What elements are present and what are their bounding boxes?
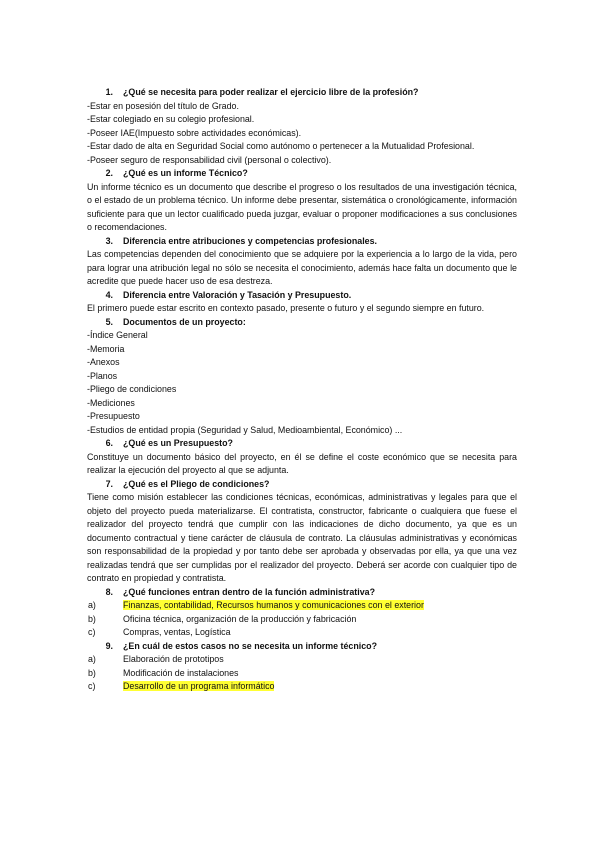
question-5 bbox=[87, 316, 517, 330]
answer-line: -Presupuesto bbox=[87, 411, 140, 421]
highlighted-answer: Finanzas, contabilidad, Recursos humanos y comunicaciones con el exterior bbox=[123, 600, 424, 610]
option-letter: b) bbox=[88, 613, 96, 624]
question-8 bbox=[87, 586, 517, 600]
answer-line: -Estar en posesión del título de Grado. bbox=[87, 100, 239, 111]
question-6 bbox=[87, 437, 517, 451]
answer-line: -Estar dado de alta en Seguridad Social como autónomo o pertenecer a la Mutualidad Profesional. bbox=[87, 141, 475, 151]
option-9c bbox=[87, 680, 517, 694]
answer-line: -Pliego de condiciones bbox=[87, 384, 177, 394]
answer-line: -Planos bbox=[87, 370, 118, 381]
question-text: Documentos de un proyecto: bbox=[123, 316, 246, 327]
question-text: ¿Qué se necesita para poder realizar el ejercicio libre de la profesión? bbox=[123, 87, 419, 97]
option-letter: c) bbox=[88, 681, 96, 691]
option-text: Oficina técnica, organización de la producción y fabricación bbox=[123, 613, 357, 624]
option-8a bbox=[87, 599, 517, 613]
option-letter: a) bbox=[88, 600, 96, 610]
question-text: ¿Qué es un informe Técnico? bbox=[123, 168, 248, 178]
answer-line: -Poseer IAE(Impuesto sobre actividades económicas). bbox=[87, 127, 302, 138]
answer-line: -Índice General bbox=[87, 330, 148, 340]
question-1 bbox=[87, 86, 517, 100]
question-text: ¿Qué es el Pliego de condiciones? bbox=[123, 478, 270, 489]
option-text: Compras, ventas, Logística bbox=[123, 627, 231, 637]
question-number: 1. bbox=[105, 87, 113, 97]
answer-paragraph: Constituye un documento básico del proyecto, en él se define el coste económico que se necesita para realizar la ejecución del proyecto al que se adjunta. bbox=[87, 451, 517, 475]
question-number: 7. bbox=[105, 478, 113, 489]
answer-paragraph: Un informe técnico es un documento que describe el progreso o los resultados de una investigación técnica, o el estado de un problema técnico. Un informe debe presentar, sistemática o cronológicamente, información suficiente para que un lector cualificado pueda juzgar, evaluar o proponer modificaciones a sus conclusiones o recomendaciones. bbox=[87, 181, 517, 232]
question-text: ¿En cuál de estos casos no se necesita un informe técnico? bbox=[123, 640, 377, 651]
option-text: Elaboración de prototipos bbox=[123, 654, 224, 664]
document-content bbox=[87, 86, 517, 694]
question-4 bbox=[87, 289, 517, 303]
option-letter: c) bbox=[88, 627, 96, 637]
question-9 bbox=[87, 640, 517, 654]
option-8b bbox=[87, 613, 517, 627]
question-text: ¿Qué es un Presupuesto? bbox=[123, 438, 233, 448]
question-number: 5. bbox=[105, 316, 113, 327]
question-2 bbox=[87, 167, 517, 181]
question-text: Diferencia entre atribuciones y competencias profesionales. bbox=[123, 235, 378, 246]
question-3 bbox=[87, 235, 517, 249]
option-text: Modificación de instalaciones bbox=[123, 667, 239, 678]
question-number: 8. bbox=[105, 586, 113, 597]
highlighted-answer: Desarrollo de un programa informático bbox=[123, 681, 275, 691]
question-number: 4. bbox=[105, 289, 113, 300]
question-number: 2. bbox=[105, 168, 113, 178]
question-text: Diferencia entre Valoración y Tasación y Presupuesto. bbox=[123, 289, 352, 300]
question-number: 3. bbox=[105, 235, 113, 246]
answer-line: -Poseer seguro de responsabilidad civil (personal o colectivo). bbox=[87, 154, 332, 165]
option-9b bbox=[87, 667, 517, 681]
answer-line: -Estudios de entidad propia (Seguridad y Salud, Medioambiental, Económico) ... bbox=[87, 424, 403, 435]
question-7 bbox=[87, 478, 517, 492]
answer-line: -Mediciones bbox=[87, 397, 135, 408]
option-letter: b) bbox=[88, 667, 96, 678]
question-number: 9. bbox=[105, 640, 113, 651]
answer-paragraph: Tiene como misión establecer las condiciones técnicas, económicas, administrativas y legales para que el objeto del proyecto pueda materializarse. El contratista, constructor, fabricante o cualquiera que fuese el realizador del proyecto tendrá que cumplir con las indicaciones de dicho documento, ya que es un documento contractual y tiene carácter de cláusula de contrato. La cláusulas administrativas y económicas son responsabilidad de la propiedad y por tanto debe ser aprobada y observadas por ella, ya que una vez realizadas tendrá que ser cumplidas por el realizador del proyecto. Deberá ser acorde con cualquier tipo de contrato en propiedad y contratista. bbox=[87, 492, 517, 583]
answer-paragraph: El primero puede estar escrito en contexto pasado, presente o futuro y el segundo siempre en futuro. bbox=[87, 303, 485, 313]
option-8c bbox=[87, 626, 517, 640]
answer-line: -Anexos bbox=[87, 357, 120, 367]
question-number: 6. bbox=[105, 438, 113, 448]
answer-line: -Memoria bbox=[87, 343, 125, 354]
option-9a bbox=[87, 653, 517, 667]
option-letter: a) bbox=[88, 654, 96, 664]
answer-line: -Estar colegiado en su colegio profesional. bbox=[87, 114, 255, 124]
answer-paragraph: Las competencias dependen del conocimiento que se adquiere por la experiencia a lo largo de la vida, pero para lograr una atribución legal no sólo se necesita el conocimiento, además hace falta un documento que le acredite que puede hacer uso de esa destreza. bbox=[87, 249, 517, 286]
question-text: ¿Qué funciones entran dentro de la función administrativa? bbox=[123, 586, 375, 597]
